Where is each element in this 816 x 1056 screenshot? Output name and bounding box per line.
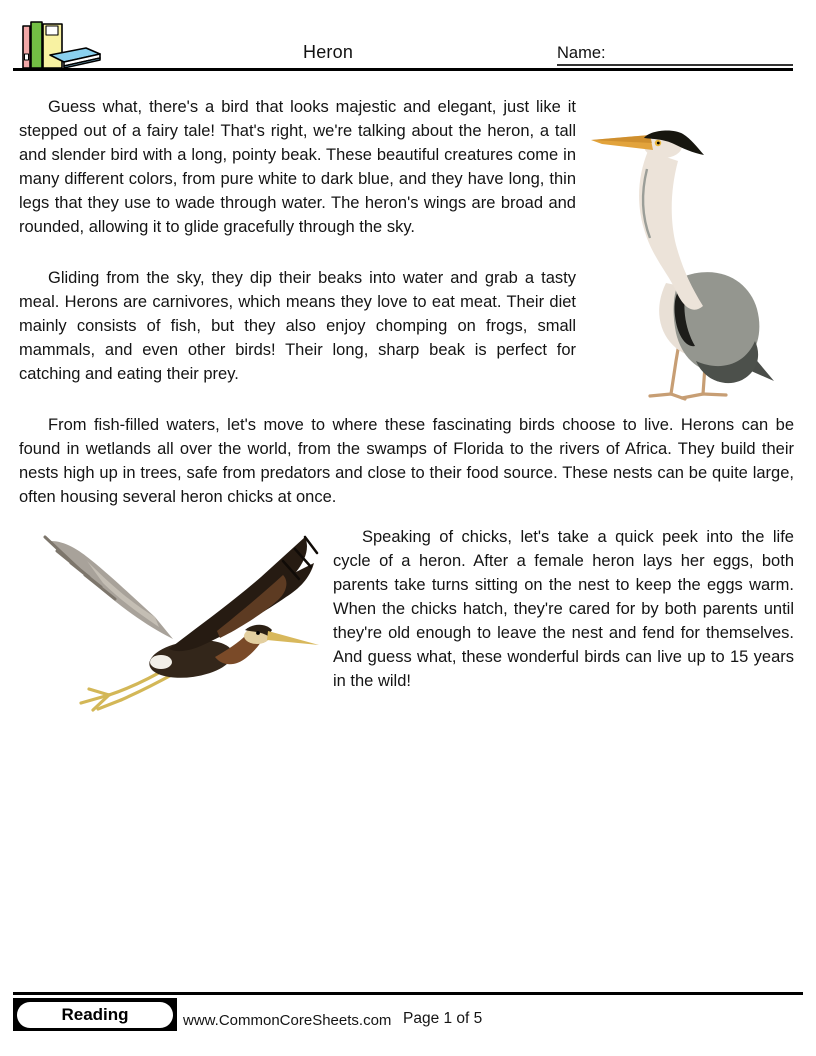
website-url: www.CommonCoreSheets.com <box>183 1012 392 1029</box>
paragraph-4: Speaking of chicks, let's take a quick peek into the life cycle of a heron. After a female heron lays her eggs, both parents take turns sitting on the nest to keep the eggs warm. When the chicks hatch, they're cared for by both parents until they're old enough to leave the nest and fend for themselves. And guess what, these wonderful birds can live up to 15 years in the wild! <box>333 528 794 690</box>
paragraph-4-block <box>19 525 794 693</box>
name-label: Name: <box>557 44 606 62</box>
standing-heron-illustration <box>586 95 794 403</box>
heron-flying-eye <box>256 631 260 635</box>
category-badge <box>13 998 177 1031</box>
standing-heron-svg <box>586 95 794 403</box>
header <box>0 0 816 72</box>
heron-far-wing <box>45 537 173 639</box>
name-writing-line <box>557 64 793 66</box>
paragraph-1: Guess what, there's a bird that looks majestic and elegant, just like it stepped out of a fairy tale! That's right, we're talking about the heron, a tall and slender bird with a long, pointy beak. These beautiful creatures come in many different colors, from pure white to dark blue, and they have long, thin legs that they use to wade through water. The heron's wings are broad and rounded, allowing it to glide gracefully through the sky. <box>19 98 576 236</box>
flying-heron-svg <box>19 519 321 719</box>
footer-rule <box>13 992 803 995</box>
page-title: Heron <box>303 42 354 62</box>
paragraph-2: Gliding from the sky, they dip their beaks into water and grab a tasty meal. Herons are carnivores, which means they love to eat meat. Their diet mainly consists of fish, but they also enjoy chomping on frogs, small mammals, and even other birds! Their long, sharp beak is perfect for catching and eating their prey. <box>19 269 576 383</box>
flying-heron-illustration <box>19 519 321 719</box>
heron-near-wing <box>169 537 317 651</box>
reading-passage <box>19 71 794 719</box>
category-badge-label: Reading <box>17 1002 173 1028</box>
heron-flying-beak <box>267 631 319 645</box>
books-logo-icon <box>20 17 106 70</box>
footer <box>13 992 803 1042</box>
paragraph-3: From fish-filled waters, let's move to where these fascinating birds choose to live. Herons can be found in wetlands all over the world, from the swamps of Florida to the rivers of Africa. They build their nests high up in trees, safe from predators and close to their food source. These nests can be quite large, often housing several heron chicks at once. <box>19 416 794 506</box>
page-indicator: Page 1 of 5 <box>403 1010 483 1027</box>
